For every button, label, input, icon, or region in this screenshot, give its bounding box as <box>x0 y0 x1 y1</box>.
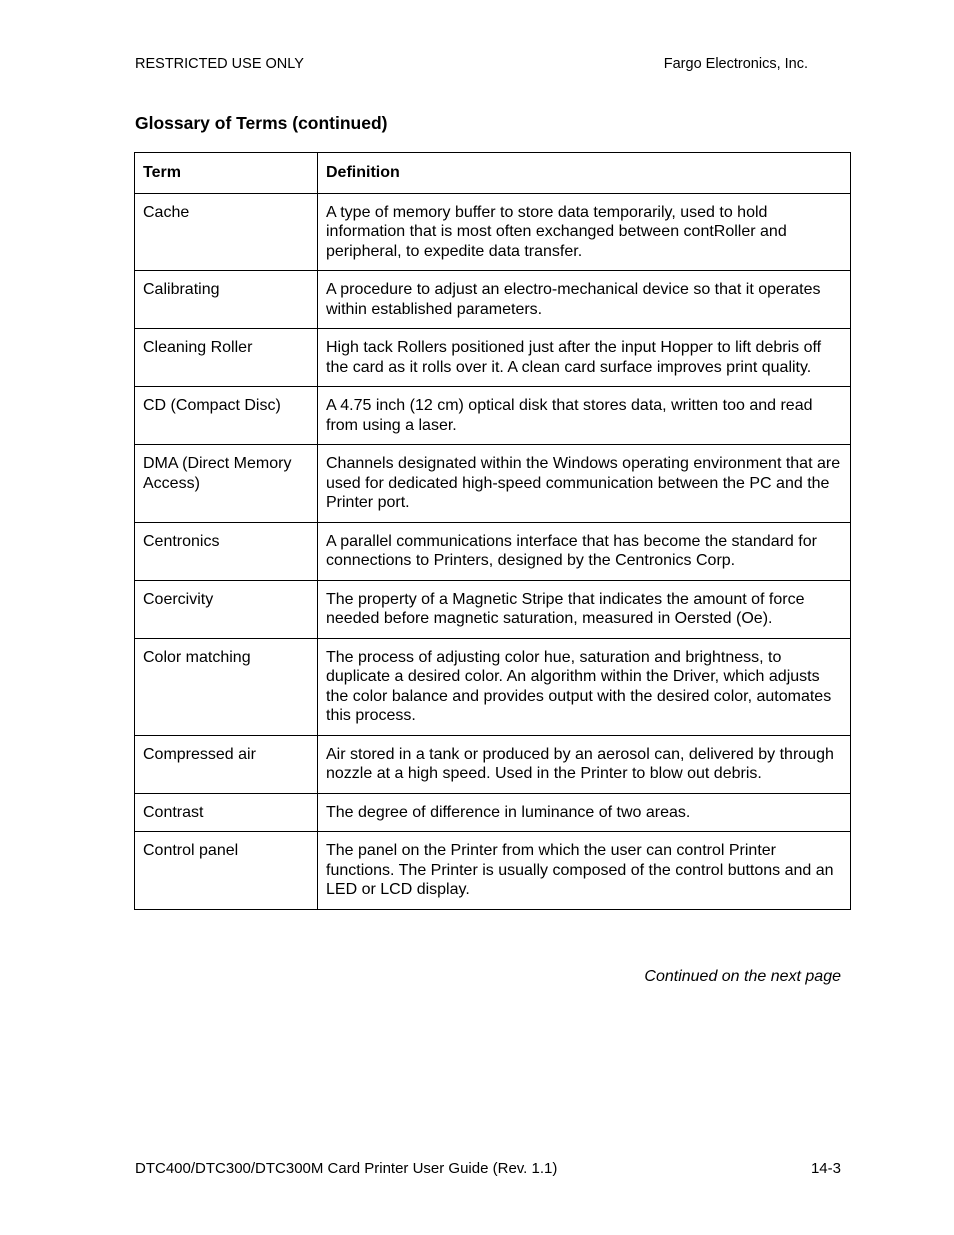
definition-cell: High tack Rollers positioned just after the input Hopper to lift debris off the card as it rolls over it. A clean card surface improves print quality. <box>318 329 851 387</box>
table-row <box>135 271 851 329</box>
continued-note: Continued on the next page <box>644 968 841 985</box>
definition-cell: Channels designated within the Windows operating environment that are used for dedicated high-speed communication between the PC and the Printer port. <box>318 445 851 523</box>
term-cell: Compressed air <box>135 735 318 793</box>
term-cell: Cache <box>135 193 318 271</box>
definition-cell: The property of a Magnetic Stripe that indicates the amount of force needed before magnetic saturation, measured in Oersted (Oe). <box>318 580 851 638</box>
definition-cell: A 4.75 inch (12 cm) optical disk that stores data, written too and read from using a laser. <box>318 387 851 445</box>
definition-cell: A type of memory buffer to store data temporarily, used to hold information that is most often exchanged between contRoller and peripheral, to expedite data transfer. <box>318 193 851 271</box>
table-row <box>135 387 851 445</box>
table-header-row <box>135 153 851 194</box>
table-row <box>135 193 851 271</box>
page-title: Glossary of Terms (continued) <box>135 113 388 133</box>
table-row <box>135 522 851 580</box>
term-cell: Contrast <box>135 793 318 832</box>
definition-cell: The degree of difference in luminance of two areas. <box>318 793 851 832</box>
column-header-term: Term <box>135 153 318 194</box>
table-row <box>135 329 851 387</box>
definition-cell: The panel on the Printer from which the user can control Printer functions. The Printer is usually composed of the control buttons and an LED or LCD display. <box>318 832 851 910</box>
glossary-table <box>134 152 851 910</box>
term-cell: Coercivity <box>135 580 318 638</box>
footer-page-number: 14-3 <box>810 1160 841 1177</box>
term-cell: Cleaning Roller <box>135 329 318 387</box>
footer-document-title: DTC400/DTC300/DTC300M Card Printer User Guide (Rev. 1.1) <box>135 1160 558 1177</box>
column-header-definition: Definition <box>318 153 851 194</box>
definition-cell: A parallel communications interface that has become the standard for connections to Printers, designed by the Centronics Corp. <box>318 522 851 580</box>
header-restricted-notice: RESTRICTED USE ONLY <box>135 56 304 72</box>
definition-cell: Air stored in a tank or produced by an aerosol can, delivered by through nozzle at a high speed. Used in the Printer to blow out debris. <box>318 735 851 793</box>
table-row <box>135 793 851 832</box>
table-row <box>135 580 851 638</box>
definition-cell: The process of adjusting color hue, saturation and brightness, to duplicate a desired color. An algorithm within the Driver, which adjusts the color balance and provides output with the desired color, automates this process. <box>318 638 851 735</box>
term-cell: Color matching <box>135 638 318 735</box>
definition-cell: A procedure to adjust an electro-mechanical device so that it operates within established parameters. <box>318 271 851 329</box>
table-row <box>135 735 851 793</box>
term-cell: DMA (Direct Memory Access) <box>135 445 318 523</box>
table-row <box>135 638 851 735</box>
header-company-name: Fargo Electronics, Inc. <box>663 56 808 72</box>
term-cell: Control panel <box>135 832 318 910</box>
term-cell: Calibrating <box>135 271 318 329</box>
term-cell: CD (Compact Disc) <box>135 387 318 445</box>
table-row <box>135 832 851 910</box>
term-cell: Centronics <box>135 522 318 580</box>
table-row <box>135 445 851 523</box>
